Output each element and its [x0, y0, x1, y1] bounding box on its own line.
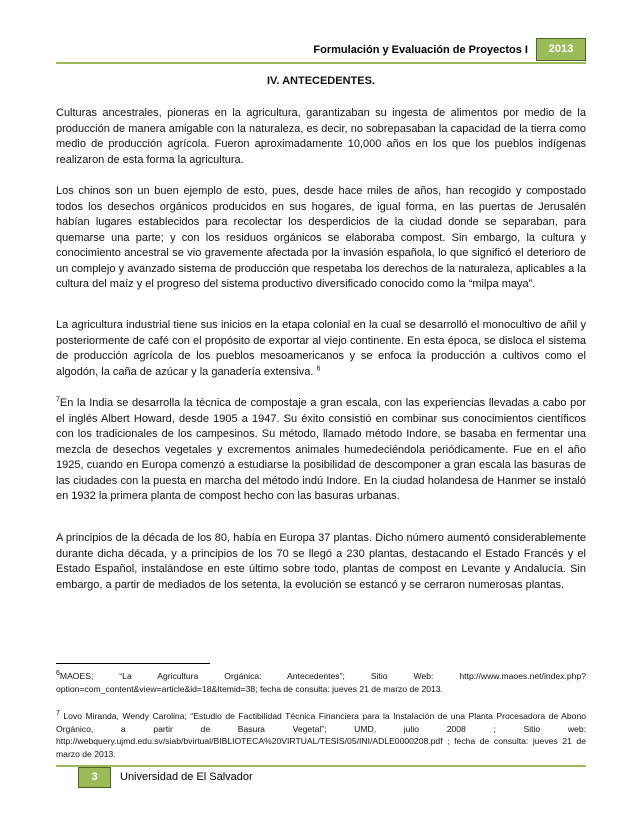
footnote-7-text: Lovo Miranda, Wendy Carolina; “Estudio de Factibilidad Técnica Financiera para la Instalación de una Planta Procesadora de Abono Orgánico, a partir de Basura Vegetal”; UMD, julio 2008 ; Sitio web: http://webquery.ujmd.edu.sv/siab/bvirtual/BIBLIOTECA%20VIRTUAL/TESIS/05/INI/ADLE0000208.pdf ; fecha de consulta: jueves 21 de marzo de 2013.: [56, 711, 587, 759]
paragraph-1: Culturas ancestrales, pioneras en la agricultura, garantizaban su ingesta de alimentos por medio de la producción de manera amigable con la naturaleza, es decir, no sobrepasaban la capacidad de la tierra como medio de producción agrícola. Fueron aproximadamente 10,000 años en los que los pueblos indígenas realizaron de esta forma la agricultura.: [56, 107, 586, 166]
paragraph-3-text: La agricultura industrial tiene sus inicios en la etapa colonial en la cual se desarrolló el monocultivo de añil y posteriormente de café con el propósito de exportar al viejo continente. En esta época, se disloca el sistema de producción agrícola de los pueblos mesoamericanos y se enfoca la producción a cultivos como el algodón, la caña de azúcar y la ganadería extensiva.: [56, 319, 586, 378]
footnote-6: [56, 670, 586, 695]
footer-rule: [56, 765, 586, 767]
paragraph-4-text: En la India se desarrolla la técnica de compostaje a gran escala, con las experiencias llevadas a cabo por el inglés Albert Howard, desde 1905 a 1947. Su éxito consistió en combinar sus conocimientos científicos con los tradicionales de los campesinos. Su método, llamado método Indore, se basaba en fermentar una mezcla de desechos vegetales y excrementos animales humedeciéndola periódicamente. Fue en el año 1925, cuando en Europa comenzó a estudiarse la posibilidad de descomponer a gran escala las basuras de las ciudades con la puesta en marcha del método indú Indore. En la ciudad holandesa de Hanmer se instaló en 1932 la primera planta de compost hecho con las basuras urbanas.: [56, 397, 586, 502]
header-title: Formulación y Evaluación de Proyectos I: [313, 44, 528, 56]
footnote-ref-6: 6: [316, 364, 321, 372]
paragraph-4: [56, 396, 586, 505]
footnote-separator: [56, 663, 210, 664]
footnote-7: [56, 710, 586, 760]
paragraph-3: [56, 318, 586, 380]
paragraph-5: A principios de la década de los 80, había en Europa 37 plantas. Dicho número aumentó considerablemente durante dicha década, y a principios de los 70 se llegó a 230 plantas, destacando el Estado Francés y el Estado Español, instalándose en este último sobre todo, plantas de compost en Levante y Andalucía. Sin embargo, a partir de mediados de los setenta, la evolución se estancó y se cerraron numerosas plantas.: [56, 532, 586, 591]
header-rule: [56, 62, 586, 64]
footer-university: Universidad de El Salvador: [120, 771, 253, 783]
footnote-7-number: 7: [56, 710, 60, 718]
page-number-badge: 3: [78, 767, 111, 788]
page-header: [56, 36, 586, 64]
section-title: IV. ANTECEDENTES.: [267, 75, 375, 87]
paragraph-2: Los chinos son un buen ejemplo de esto, pues, desde hace miles de años, han recogido y compostado todos los desechos orgánicos producidos en sus hogares, de igual forma, en las puertas de Jerusalén habían lugares establecidos para recolectar los desperdicios de la ciudad donde se separaban, para quemarse una parte; y con los residuos orgánicos se elaboraba compost. Sin embargo, la cultura y conocimiento ancestral se vio gravemente afectada por la invasión española, lo que significó el deterioro de un complejo y avanzado sistema de producción que respetaba los derechos de la naturaleza, aplicables a la cultura del maíz y el progreso del sistema productivo diversificado conocido como la “milpa maya”.: [56, 185, 586, 290]
footnote-6-number: 6: [56, 670, 60, 678]
footnote-ref-7: 7: [56, 396, 60, 404]
footnote-6-text: MAOES; “La Agricultura Orgánica: Antecedentes”; Sitio Web: http://www.maoes.net/index.php?option=com_content&view=article&id=18&Itemid=38; fecha de consulta: jueves 21 de marzo de 2013.: [56, 671, 586, 694]
header-year-badge: 2013: [536, 38, 586, 61]
